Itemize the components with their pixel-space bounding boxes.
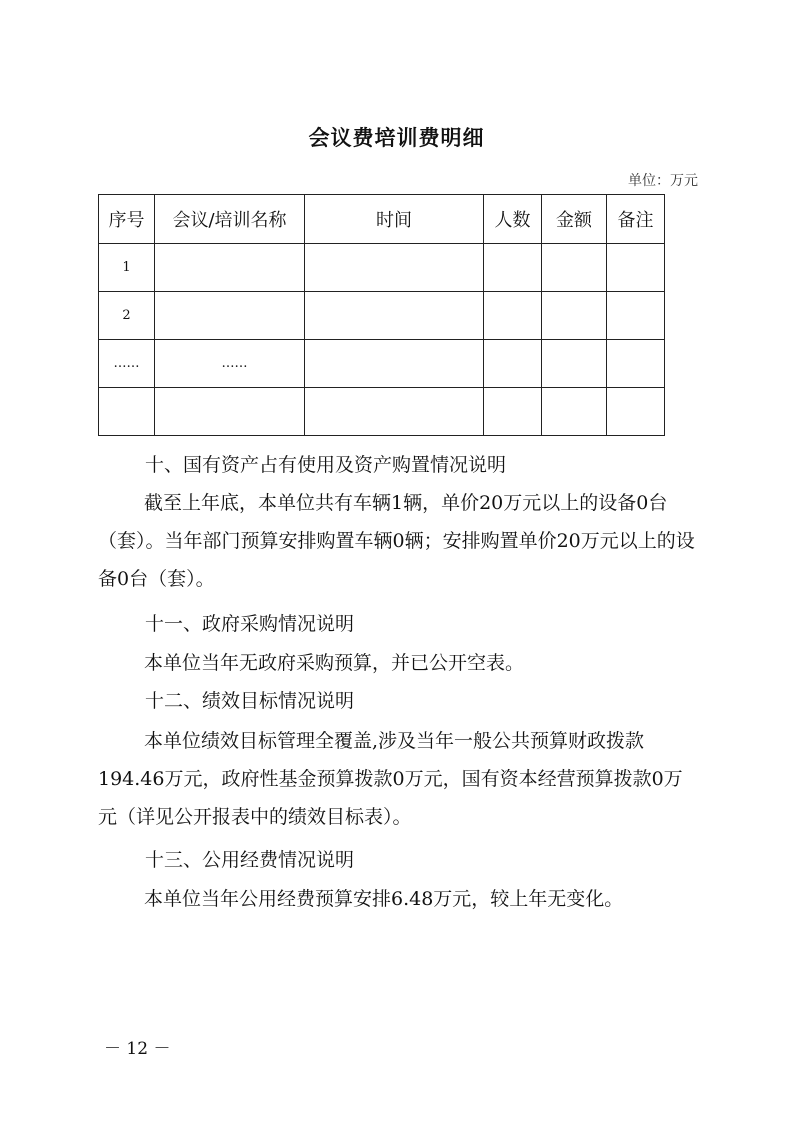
cell-time — [305, 292, 484, 340]
cell-amount — [542, 388, 607, 436]
section-body-assets: 截至上年底，本单位共有车辆1辆，单价20万元以上的设备0台（套）。当年部门预算安排购置车辆0辆；安排购置单价20万元以上的设备0台（套）。 — [98, 492, 695, 590]
section-heading-performance: 十二、绩效目标情况说明 — [145, 690, 355, 712]
unit-label: 单位：万元 — [628, 173, 698, 189]
cell-time — [305, 388, 484, 436]
cell-amount — [542, 244, 607, 292]
cell-index: 2 — [99, 292, 155, 340]
section-body-procurement: 本单位当年无政府采购预算，并已公开空表。 — [144, 652, 525, 674]
cell-people — [484, 388, 542, 436]
cell-time — [305, 340, 484, 388]
cell-people — [484, 292, 542, 340]
document-title: 会议费培训费明细 — [308, 125, 485, 150]
section-body-public-funds: 本单位当年公用经费预算安排6.48万元，较上年无变化。 — [144, 888, 624, 910]
section-heading-public-funds: 十三、公用经费情况说明 — [145, 849, 355, 871]
col-header-name: 会议/培训名称 — [155, 195, 305, 244]
cell-remark — [607, 388, 665, 436]
section-body-performance: 本单位绩效目标管理全覆盖,涉及当年一般公共预算财政拨款194.46万元，政府性基金预算拨款0万元，国有资本经营预算拨款0万元（详见公开报表中的绩效目标表）。 — [98, 730, 683, 828]
table-row — [99, 340, 665, 388]
col-header-index: 序号 — [99, 195, 155, 244]
col-header-amount: 金额 — [542, 195, 607, 244]
section-heading-assets: 十、国有资产占有使用及资产购置情况说明 — [145, 454, 507, 476]
cell-name: …… — [155, 340, 305, 388]
cell-name — [155, 244, 305, 292]
col-header-remark: 备注 — [607, 195, 665, 244]
cell-remark — [607, 292, 665, 340]
table-row — [99, 244, 665, 292]
section-heading-procurement: 十一、政府采购情况说明 — [145, 613, 355, 635]
cell-amount — [542, 340, 607, 388]
col-header-time: 时间 — [305, 195, 484, 244]
col-header-people: 人数 — [484, 195, 542, 244]
cell-name — [155, 292, 305, 340]
cell-remark — [607, 340, 665, 388]
table-header-row — [99, 195, 665, 244]
page-number: － 12 － — [104, 1039, 171, 1059]
cell-people — [484, 244, 542, 292]
cell-remark — [607, 244, 665, 292]
cell-people — [484, 340, 542, 388]
cell-amount — [542, 292, 607, 340]
cell-time — [305, 244, 484, 292]
cell-index: 1 — [99, 244, 155, 292]
meeting-training-table — [98, 194, 665, 436]
cell-index: …… — [99, 340, 155, 388]
table-row — [99, 292, 665, 340]
table-row — [99, 388, 665, 436]
cell-index — [99, 388, 155, 436]
cell-name — [155, 388, 305, 436]
